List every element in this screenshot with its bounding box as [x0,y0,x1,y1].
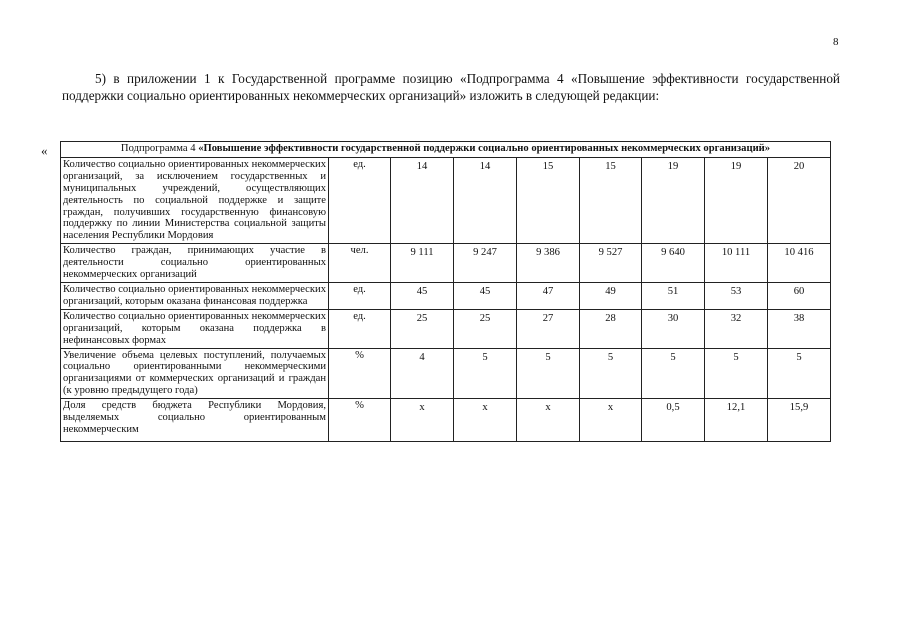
table-title [61,142,831,158]
indicator-value: 10 416 [768,244,831,283]
indicator-value: 47 [517,282,580,309]
table-title-row [61,142,831,158]
indicator-value: 60 [768,282,831,309]
indicator-unit: % [329,348,391,399]
table-row [61,244,831,283]
title-prefix: Подпрограмма 4 [120,143,199,154]
indicator-unit: чел. [329,244,391,283]
indicator-value: 32 [705,309,768,348]
indicator-unit: ед. [329,309,391,348]
indicator-value: х [454,399,517,442]
indicator-value: 9 640 [642,244,705,283]
indicator-name [61,399,329,442]
indicator-value: 14 [391,157,454,243]
indicator-name: Количество граждан, принимающих участие в деятельности социально ориентированных некоммерческих организаций [61,244,329,283]
indicator-value: 25 [391,309,454,348]
indicator-value: 30 [642,309,705,348]
indicator-value: 51 [642,282,705,309]
page-number: 8 [833,36,839,48]
indicator-value: 27 [517,309,580,348]
indicator-value: 15 [517,157,580,243]
indicator-value: 15,9 [768,399,831,442]
indicator-name-text: Доля средств бюджета Республики Мордовия, выделяемых социально ориентированным некоммерческим [63,400,326,435]
opening-quote-mark: « [41,143,48,158]
indicator-value: 53 [705,282,768,309]
indicator-value: х [391,399,454,442]
indicator-value: 14 [454,157,517,243]
amendment-text: 5) в приложении 1 к Государственной программе позицию «Подпрограмма 4 «Повышение эффективности государственной поддержки социально ориентированных некоммерческих организаций» изложить в следующей редакции: [62,71,840,103]
title-subprogram-name: «Повышение эффективности государственной поддержки социально ориентированных некоммерческих организаций» [198,143,771,154]
table-row [61,399,831,442]
subprogram-indicators-table [60,141,831,442]
indicator-value: х [517,399,580,442]
indicator-value: 15 [580,157,642,243]
indicator-value: 9 386 [517,244,580,283]
indicator-value: 5 [642,348,705,399]
indicator-unit: ед. [329,282,391,309]
indicator-value: 5 [705,348,768,399]
indicator-value: х [580,399,642,442]
indicator-value: 49 [580,282,642,309]
indicator-name: Количество социально ориентированных некоммерческих организаций, которым оказана финансовая поддержка [61,282,329,309]
indicator-value: 19 [705,157,768,243]
indicator-name: Количество социально ориентированных некоммерческих организаций, которым оказана поддержка в нефинансовых формах [61,309,329,348]
indicator-value: 4 [391,348,454,399]
indicator-value: 5 [454,348,517,399]
amendment-paragraph [62,71,840,104]
indicator-name: Количество социально ориентированных некоммерческих организаций, за исключением государственных и муниципальных учреждений, осуществляющих деятельность по социальной поддержке и защите граждан, получивших государственную финансовую поддержку по линии Министерства социальной защиты населения Республики Мордовия [61,157,329,243]
indicator-value: 12,1 [705,399,768,442]
indicator-name: Увеличение объема целевых поступлений, получаемых социально ориентированными некоммерческими организациями от коммерческих организаций и граждан (к уровню предыдущего года) [61,348,329,399]
indicator-value: 25 [454,309,517,348]
table-row [61,348,831,399]
indicator-value: 9 247 [454,244,517,283]
indicator-unit: ед. [329,157,391,243]
table-row [61,157,831,243]
indicator-value: 5 [517,348,580,399]
indicator-value: 19 [642,157,705,243]
indicator-value: 20 [768,157,831,243]
indicator-value: 10 111 [705,244,768,283]
indicator-value: 9 527 [580,244,642,283]
indicator-value: 45 [391,282,454,309]
indicator-value: 28 [580,309,642,348]
indicator-value: 38 [768,309,831,348]
indicator-value: 9 111 [391,244,454,283]
indicator-value: 5 [768,348,831,399]
indicator-value: 0,5 [642,399,705,442]
indicator-unit: % [329,399,391,442]
indicator-value: 5 [580,348,642,399]
table-row [61,282,831,309]
table-row [61,309,831,348]
indicator-value: 45 [454,282,517,309]
